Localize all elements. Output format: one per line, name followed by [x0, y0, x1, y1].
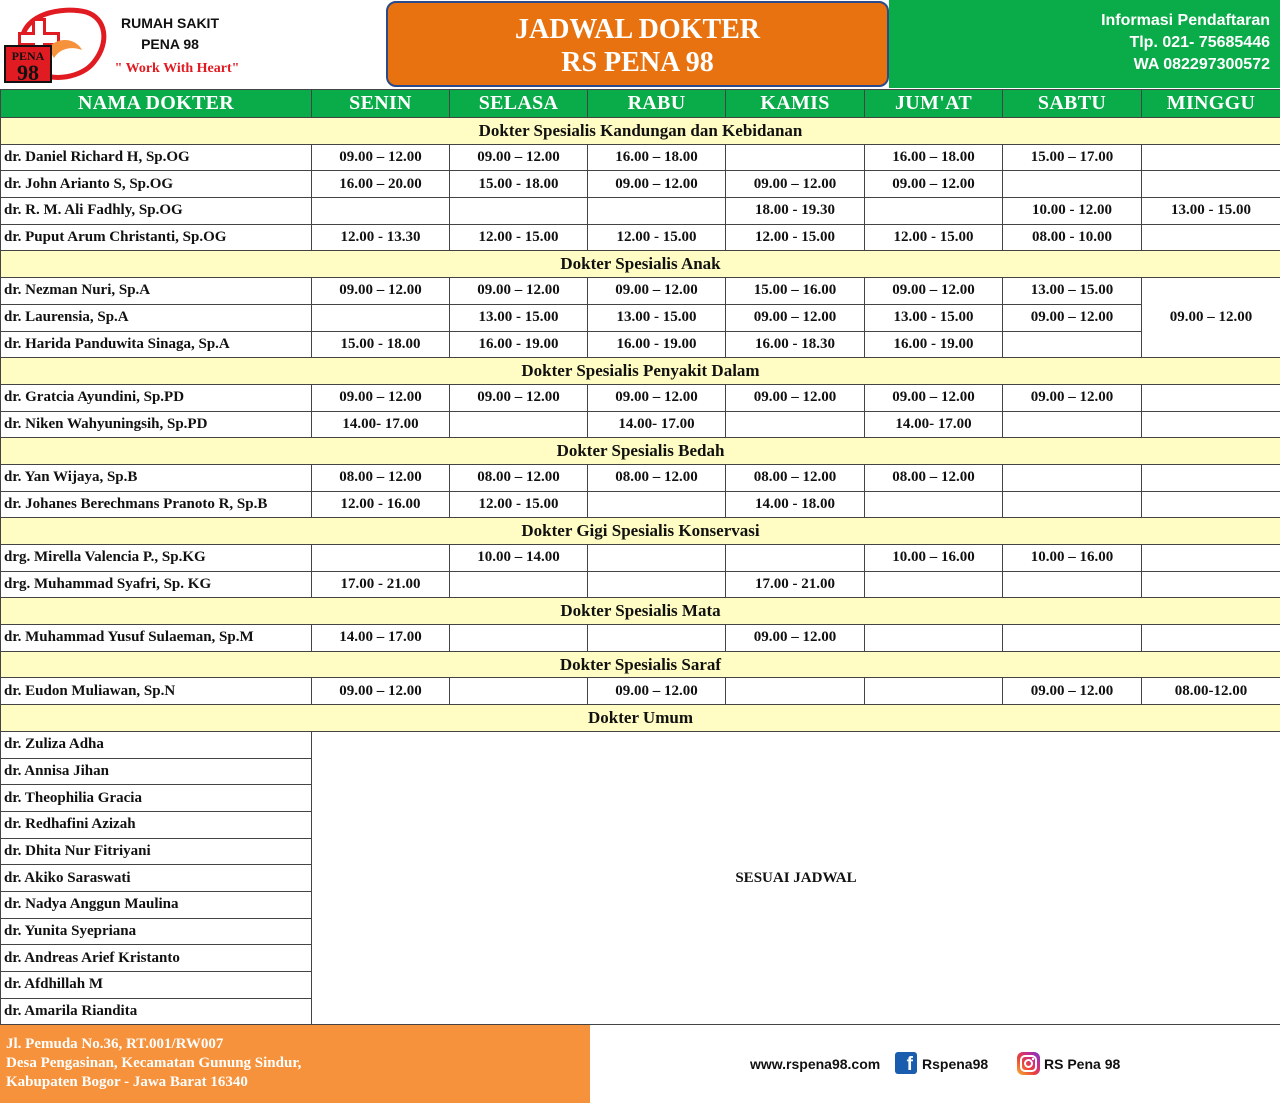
- schedule-cell: 12.00 - 15.00: [450, 224, 588, 251]
- schedule-cell: 13.00 - 15.00: [588, 304, 726, 331]
- schedule-cell: [1003, 491, 1142, 518]
- schedule-cell: [588, 491, 726, 518]
- schedule-cell: [1003, 411, 1142, 438]
- title-line2: RS PENA 98: [561, 47, 714, 78]
- table-row: [1, 144, 1280, 171]
- schedule-cell: [1142, 464, 1280, 491]
- col-header-senin: SENIN: [312, 90, 450, 118]
- schedule-cell: [1142, 144, 1280, 171]
- schedule-cell: 16.00 – 18.00: [865, 144, 1003, 171]
- section-title: Dokter Umum: [1, 705, 1280, 732]
- hospital-motto: " Work With Heart": [114, 61, 240, 76]
- schedule-cell: 09.00 – 12.00: [1003, 304, 1142, 331]
- doctor-name: dr. Akiko Saraswati: [1, 865, 312, 892]
- schedule-cell: 09.00 – 12.00: [865, 171, 1003, 198]
- schedule-cell: [1142, 171, 1280, 198]
- title-line1: JADWAL DOKTER: [514, 14, 761, 45]
- footer-address: [0, 1025, 590, 1103]
- table-row: [1, 171, 1280, 198]
- section-row-bedah: [1, 438, 1280, 465]
- section-title: Dokter Spesialis Saraf: [1, 651, 1280, 678]
- schedule-cell: [312, 304, 450, 331]
- instagram-label[interactable]: RS Pena 98: [1044, 1056, 1121, 1072]
- schedule-cell: [588, 571, 726, 598]
- schedule-cell: [865, 571, 1003, 598]
- doctor-name: dr. Niken Wahyuningsih, Sp.PD: [1, 411, 312, 438]
- col-header-rabu: RABU: [588, 90, 726, 118]
- schedule-cell: 10.00 - 12.00: [1003, 198, 1142, 225]
- footer-contacts: [590, 1025, 1280, 1103]
- table-row: [1, 491, 1280, 518]
- hospital-name-line2: PENA 98: [141, 36, 199, 52]
- schedule-cell: [450, 678, 588, 705]
- doctor-name: drg. Mirella Valencia P., Sp.KG: [1, 545, 312, 572]
- hospital-name: [100, 13, 240, 55]
- col-header-name: NAMA DOKTER: [1, 90, 312, 118]
- schedule-cell: 15.00 - 18.00: [312, 331, 450, 358]
- schedule-cell: 09.00 – 12.00: [726, 304, 865, 331]
- schedule-cell: [1003, 464, 1142, 491]
- schedule-cell: [312, 545, 450, 572]
- schedule-cell: [588, 545, 726, 572]
- logo-text-top: PENA: [11, 49, 45, 63]
- schedule-cell: 09.00 – 12.00: [450, 144, 588, 171]
- schedule-cell: 08.00 – 12.00: [450, 464, 588, 491]
- doctor-name: dr. Nadya Anggun Maulina: [1, 891, 312, 918]
- doctor-schedule-table: [0, 89, 1280, 1025]
- doctor-name: dr. Afdhillah M: [1, 972, 312, 999]
- schedule-cell: [726, 144, 865, 171]
- section-title: Dokter Spesialis Kandungan dan Kebidanan: [1, 118, 1280, 145]
- schedule-cell: 12.00 - 13.30: [312, 224, 450, 251]
- schedule-cell: [1142, 625, 1280, 652]
- schedule-cell: 15.00 - 18.00: [450, 171, 588, 198]
- schedule-cell: 14.00- 17.00: [588, 411, 726, 438]
- doctor-name: dr. R. M. Ali Fadhly, Sp.OG: [1, 198, 312, 225]
- hospital-name-line1: RUMAH SAKIT: [121, 15, 219, 31]
- table-row: [1, 571, 1280, 598]
- section-title: Dokter Gigi Spesialis Konservasi: [1, 518, 1280, 545]
- schedule-cell: [450, 411, 588, 438]
- table-row: [1, 224, 1280, 251]
- schedule-cell: [1142, 411, 1280, 438]
- schedule-cell: 08.00 – 12.00: [865, 464, 1003, 491]
- schedule-cell: [450, 198, 588, 225]
- schedule-cell: 08.00-12.00: [1142, 678, 1280, 705]
- schedule-cell: 13.00 – 15.00: [1003, 278, 1142, 305]
- doctor-name: dr. Redhafini Azizah: [1, 811, 312, 838]
- schedule-cell: 17.00 - 21.00: [312, 571, 450, 598]
- address-line1: Jl. Pemuda No.36, RT.001/RW007: [6, 1036, 224, 1052]
- schedule-cell: [865, 678, 1003, 705]
- schedule-cell: [450, 571, 588, 598]
- schedule-cell: 12.00 - 15.00: [450, 491, 588, 518]
- schedule-cell: 16.00 - 19.00: [588, 331, 726, 358]
- schedule-cell: 14.00- 17.00: [865, 411, 1003, 438]
- section-row-anak: [1, 251, 1280, 278]
- doctor-name: dr. Puput Arum Christanti, Sp.OG: [1, 224, 312, 251]
- table-body: [1, 118, 1280, 1025]
- doctor-name: dr. Muhammad Yusuf Sulaeman, Sp.M: [1, 625, 312, 652]
- section-title: Dokter Spesialis Bedah: [1, 438, 1280, 465]
- schedule-cell: [1142, 545, 1280, 572]
- section-row-dalam: [1, 358, 1280, 385]
- table-row: [1, 411, 1280, 438]
- doctor-name: dr. Andreas Arief Kristanto: [1, 945, 312, 972]
- schedule-cell: 14.00 - 18.00: [726, 491, 865, 518]
- schedule-cell: 09.00 – 12.00: [865, 384, 1003, 411]
- schedule-cell: 09.00 – 12.00: [312, 278, 450, 305]
- doctor-name: dr. Annisa Jihan: [1, 758, 312, 785]
- table-row: [1, 464, 1280, 491]
- section-title: Dokter Spesialis Penyakit Dalam: [1, 358, 1280, 385]
- schedule-cell: [450, 625, 588, 652]
- schedule-cell: [726, 411, 865, 438]
- schedule-cell: 13.00 - 15.00: [865, 304, 1003, 331]
- section-title: Dokter Spesialis Anak: [1, 251, 1280, 278]
- table-header-row: [1, 90, 1280, 118]
- schedule-cell: 08.00 – 12.00: [726, 464, 865, 491]
- schedule-cell: [726, 545, 865, 572]
- schedule-cell: 09.00 – 12.00: [312, 384, 450, 411]
- doctor-name: dr. Harida Panduwita Sinaga, Sp.A: [1, 331, 312, 358]
- schedule-cell: 08.00 – 12.00: [312, 464, 450, 491]
- schedule-cell: 12.00 - 15.00: [865, 224, 1003, 251]
- schedule-cell: 16.00 - 19.00: [865, 331, 1003, 358]
- doctor-name: drg. Muhammad Syafri, Sp. KG: [1, 571, 312, 598]
- schedule-cell: 09.00 – 12.00: [588, 171, 726, 198]
- schedule-cell: 17.00 - 21.00: [726, 571, 865, 598]
- doctor-name: dr. Dhita Nur Fitriyani: [1, 838, 312, 865]
- schedule-cell: 10.00 – 16.00: [1003, 545, 1142, 572]
- info-whatsapp: WA 082297300572: [1133, 56, 1270, 73]
- schedule-cell: 08.00 - 10.00: [1003, 224, 1142, 251]
- schedule-cell: 16.00 - 18.30: [726, 331, 865, 358]
- schedule-cell: [865, 491, 1003, 518]
- schedule-cell: [865, 198, 1003, 225]
- schedule-cell: 13.00 - 15.00: [450, 304, 588, 331]
- info-title: Informasi Pendaftaran: [1101, 12, 1270, 29]
- page-header: [0, 0, 1280, 89]
- schedule-cell: 10.00 – 16.00: [865, 545, 1003, 572]
- schedule-cell: [312, 198, 450, 225]
- schedule-cell: [1142, 571, 1280, 598]
- address-line2: Desa Pengasinan, Kecamatan Gunung Sindur,: [6, 1055, 302, 1071]
- schedule-cell: 12.00 - 16.00: [312, 491, 450, 518]
- table-row: [1, 331, 1280, 358]
- schedule-cell: [588, 625, 726, 652]
- general-schedule-note: SESUAI JADWAL: [312, 731, 1280, 1025]
- table-row: [1, 198, 1280, 225]
- registration-info: [889, 0, 1280, 88]
- section-title: Dokter Spesialis Mata: [1, 598, 1280, 625]
- schedule-cell: [1003, 571, 1142, 598]
- schedule-cell: 12.00 - 15.00: [588, 224, 726, 251]
- table-row: [1, 384, 1280, 411]
- schedule-cell: 09.00 – 12.00: [312, 678, 450, 705]
- facebook-label[interactable]: Rspena98: [922, 1056, 989, 1072]
- schedule-cell: 09.00 – 12.00: [450, 278, 588, 305]
- facebook-icon: f: [895, 1052, 917, 1074]
- section-row-gigi: [1, 518, 1280, 545]
- schedule-cell: 09.00 – 12.00: [588, 384, 726, 411]
- doctor-name: dr. Daniel Richard H, Sp.OG: [1, 144, 312, 171]
- schedule-cell: 16.00 - 19.00: [450, 331, 588, 358]
- doctor-name: dr. Theophilia Gracia: [1, 785, 312, 812]
- schedule-cell: 16.00 – 20.00: [312, 171, 450, 198]
- schedule-cell: 09.00 – 12.00: [1003, 678, 1142, 705]
- schedule-cell: [726, 678, 865, 705]
- schedule-cell: 09.00 – 12.00: [312, 144, 450, 171]
- schedule-cell: 09.00 – 12.00: [865, 278, 1003, 305]
- doctor-name: dr. Amarila Riandita: [1, 998, 312, 1025]
- col-header-sabtu: SABTU: [1003, 90, 1142, 118]
- schedule-cell: [1142, 224, 1280, 251]
- schedule-cell: 09.00 – 12.00: [450, 384, 588, 411]
- schedule-cell: 16.00 – 18.00: [588, 144, 726, 171]
- col-header-minggu: MINGGU: [1142, 90, 1280, 118]
- section-row-umum: [1, 705, 1280, 732]
- doctor-name: dr. Eudon Muliawan, Sp.N: [1, 678, 312, 705]
- schedule-cell: 10.00 – 14.00: [450, 545, 588, 572]
- schedule-cell: 09.00 – 12.00: [726, 171, 865, 198]
- table-row: [1, 545, 1280, 572]
- schedule-title: [386, 1, 889, 87]
- section-row-saraf: [1, 651, 1280, 678]
- doctor-name: dr. Laurensia, Sp.A: [1, 304, 312, 331]
- schedule-cell: 09.00 – 12.00: [726, 384, 865, 411]
- logo-text-bottom: 98: [17, 60, 39, 84]
- schedule-cell: 09.00 – 12.00: [726, 625, 865, 652]
- schedule-cell: 08.00 – 12.00: [588, 464, 726, 491]
- schedule-cell: 13.00 - 15.00: [1142, 198, 1280, 225]
- doctor-name: dr. Gratcia Ayundini, Sp.PD: [1, 384, 312, 411]
- table-row: [1, 304, 1280, 331]
- schedule-cell: 14.00 – 17.00: [312, 625, 450, 652]
- schedule-cell: 09.00 – 12.00: [588, 678, 726, 705]
- table-row: [1, 731, 1280, 758]
- col-header-kamis: KAMIS: [726, 90, 865, 118]
- table-row: [1, 678, 1280, 705]
- schedule-cell-minggu-anak: 09.00 – 12.00: [1142, 278, 1280, 358]
- col-header-jumat: JUM'AT: [865, 90, 1003, 118]
- schedule-cell: [1142, 384, 1280, 411]
- info-phone: Tlp. 021- 75685446: [1129, 34, 1270, 51]
- doctor-name: dr. Nezman Nuri, Sp.A: [1, 278, 312, 305]
- website-link[interactable]: www.rspena98.com: [750, 1056, 881, 1072]
- doctor-name: dr. John Arianto S, Sp.OG: [1, 171, 312, 198]
- doctor-name: dr. Yan Wijaya, Sp.B: [1, 464, 312, 491]
- schedule-cell: 18.00 - 19.30: [726, 198, 865, 225]
- table-row: [1, 278, 1280, 305]
- schedule-cell: [1003, 171, 1142, 198]
- instagram-icon: [1017, 1052, 1040, 1075]
- section-row-mata: [1, 598, 1280, 625]
- doctor-name: dr. Yunita Syepriana: [1, 918, 312, 945]
- doctor-name: dr. Zuliza Adha: [1, 731, 312, 758]
- schedule-cell: [1003, 625, 1142, 652]
- schedule-cell: 12.00 - 15.00: [726, 224, 865, 251]
- schedule-cell: 14.00- 17.00: [312, 411, 450, 438]
- address-line3: Kabupaten Bogor - Jawa Barat 16340: [6, 1074, 248, 1090]
- section-row-kandungan: [1, 118, 1280, 145]
- schedule-cell: [1003, 331, 1142, 358]
- schedule-cell: 15.00 – 17.00: [1003, 144, 1142, 171]
- schedule-cell: 09.00 – 12.00: [1003, 384, 1142, 411]
- col-header-selasa: SELASA: [450, 90, 588, 118]
- schedule-cell: [588, 198, 726, 225]
- schedule-cell: [1142, 491, 1280, 518]
- table-row: [1, 625, 1280, 652]
- schedule-cell: 15.00 – 16.00: [726, 278, 865, 305]
- doctor-name: dr. Johanes Berechmans Pranoto R, Sp.B: [1, 491, 312, 518]
- schedule-cell: [865, 625, 1003, 652]
- schedule-cell: 09.00 – 12.00: [588, 278, 726, 305]
